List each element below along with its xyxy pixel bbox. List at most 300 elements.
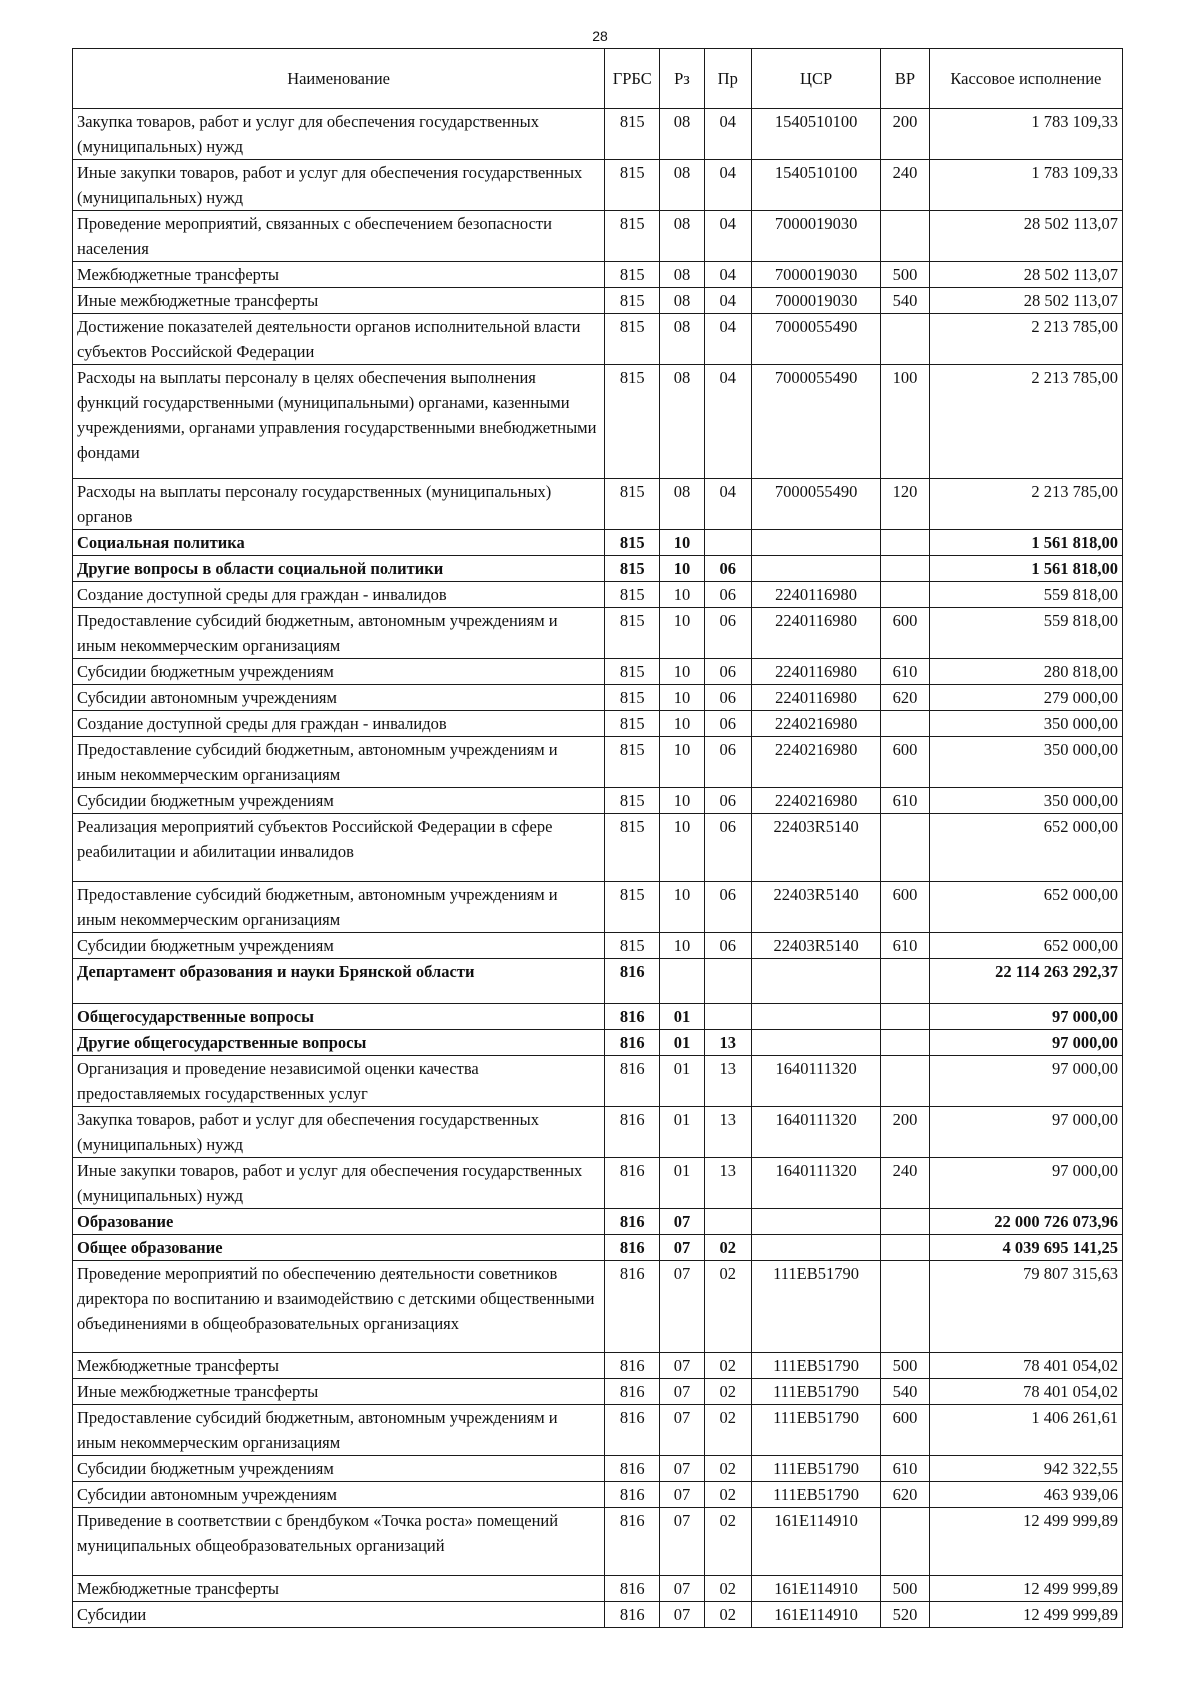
cell-amount: 559 818,00 <box>929 582 1122 608</box>
cell-rz: 10 <box>660 659 704 685</box>
table-row <box>73 582 1123 608</box>
cell-name: Межбюджетные трансферты <box>73 1353 605 1379</box>
cell-vr: 600 <box>881 1405 930 1456</box>
cell-grbs: 815 <box>605 288 660 314</box>
cell-rz: 10 <box>660 788 704 814</box>
cell-pr: 06 <box>704 685 751 711</box>
cell-name: Предоставление субсидий бюджетным, автономным учреждениям и иным некоммерческим организациям <box>73 882 605 933</box>
cell-amount: 652 000,00 <box>929 882 1122 933</box>
cell-csr: 161E114910 <box>752 1508 881 1576</box>
cell-csr: 111EB51790 <box>752 1456 881 1482</box>
cell-grbs: 815 <box>605 365 660 479</box>
cell-vr: 500 <box>881 1353 930 1379</box>
cell-vr <box>881 582 930 608</box>
cell-rz: 01 <box>660 1004 704 1030</box>
cell-grbs: 816 <box>605 1405 660 1456</box>
cell-vr: 500 <box>881 1576 930 1602</box>
cell-rz: 07 <box>660 1353 704 1379</box>
cell-csr: 2240216980 <box>752 711 881 737</box>
cell-grbs: 815 <box>605 685 660 711</box>
cell-amount: 350 000,00 <box>929 737 1122 788</box>
cell-grbs: 816 <box>605 1379 660 1405</box>
cell-amount: 28 502 113,07 <box>929 288 1122 314</box>
table-row <box>73 1353 1123 1379</box>
cell-grbs: 815 <box>605 608 660 659</box>
cell-name: Иные закупки товаров, работ и услуг для обеспечения государственных (муниципальных) нужд <box>73 1158 605 1209</box>
cell-name: Другие вопросы в области социальной политики <box>73 556 605 582</box>
cell-grbs: 815 <box>605 659 660 685</box>
cell-vr <box>881 1508 930 1576</box>
cell-amount: 652 000,00 <box>929 933 1122 959</box>
cell-vr: 500 <box>881 262 930 288</box>
cell-name: Расходы на выплаты персоналу в целях обеспечения выполнения функций государственными (муниципальными) органами, казенными учреждениями, органами управления государственными внебюджетными фондами <box>73 365 605 479</box>
cell-pr: 06 <box>704 788 751 814</box>
cell-amount: 559 818,00 <box>929 608 1122 659</box>
cell-csr <box>752 1235 881 1261</box>
cell-grbs: 815 <box>605 814 660 882</box>
cell-vr: 610 <box>881 788 930 814</box>
cell-csr: 111EB51790 <box>752 1379 881 1405</box>
cell-vr <box>881 1004 930 1030</box>
cell-csr: 2240116980 <box>752 582 881 608</box>
cell-rz: 01 <box>660 1056 704 1107</box>
cell-rz: 01 <box>660 1158 704 1209</box>
table-row <box>73 1056 1123 1107</box>
cell-rz: 01 <box>660 1030 704 1056</box>
budget-execution-table <box>72 48 1123 1628</box>
cell-csr: 2240216980 <box>752 737 881 788</box>
cell-grbs: 816 <box>605 1456 660 1482</box>
cell-pr: 04 <box>704 479 751 530</box>
cell-rz: 08 <box>660 365 704 479</box>
cell-amount: 1 783 109,33 <box>929 109 1122 160</box>
table-row <box>73 262 1123 288</box>
cell-amount: 97 000,00 <box>929 1158 1122 1209</box>
cell-vr: 600 <box>881 737 930 788</box>
cell-rz: 08 <box>660 262 704 288</box>
cell-grbs: 816 <box>605 1235 660 1261</box>
cell-vr <box>881 556 930 582</box>
cell-vr <box>881 1261 930 1353</box>
cell-amount: 942 322,55 <box>929 1456 1122 1482</box>
cell-name: Закупка товаров, работ и услуг для обеспечения государственных (муниципальных) нужд <box>73 109 605 160</box>
cell-rz: 07 <box>660 1482 704 1508</box>
cell-pr: 02 <box>704 1456 751 1482</box>
cell-pr: 02 <box>704 1576 751 1602</box>
cell-grbs: 816 <box>605 1158 660 1209</box>
cell-pr: 04 <box>704 314 751 365</box>
cell-name: Субсидии бюджетным учреждениям <box>73 788 605 814</box>
cell-amount: 350 000,00 <box>929 788 1122 814</box>
cell-amount: 463 939,06 <box>929 1482 1122 1508</box>
cell-rz: 08 <box>660 211 704 262</box>
cell-amount: 79 807 315,63 <box>929 1261 1122 1353</box>
cell-vr <box>881 1209 930 1235</box>
table-row <box>73 1602 1123 1628</box>
cell-grbs: 816 <box>605 1508 660 1576</box>
cell-pr: 04 <box>704 288 751 314</box>
page-number: 28 <box>592 28 608 44</box>
header-vr: ВР <box>881 49 930 109</box>
cell-grbs: 815 <box>605 737 660 788</box>
table-row <box>73 314 1123 365</box>
header-name: Наименование <box>73 49 605 109</box>
cell-name: Иные межбюджетные трансферты <box>73 1379 605 1405</box>
table-row <box>73 959 1123 1004</box>
cell-name: Реализация мероприятий субъектов Российской Федерации в сфере реабилитации и абилитации инвалидов <box>73 814 605 882</box>
cell-name: Проведение мероприятий, связанных с обеспечением безопасности населения <box>73 211 605 262</box>
cell-grbs: 816 <box>605 1353 660 1379</box>
cell-grbs: 815 <box>605 479 660 530</box>
cell-amount: 12 499 999,89 <box>929 1508 1122 1576</box>
cell-amount: 22 000 726 073,96 <box>929 1209 1122 1235</box>
cell-csr: 2240116980 <box>752 685 881 711</box>
cell-amount: 97 000,00 <box>929 1107 1122 1158</box>
cell-amount: 350 000,00 <box>929 711 1122 737</box>
cell-csr: 2240216980 <box>752 788 881 814</box>
cell-rz: 07 <box>660 1576 704 1602</box>
cell-grbs: 816 <box>605 1056 660 1107</box>
cell-amount: 1 561 818,00 <box>929 530 1122 556</box>
cell-csr: 22403R5140 <box>752 933 881 959</box>
table-row <box>73 1235 1123 1261</box>
cell-vr: 200 <box>881 1107 930 1158</box>
cell-name: Закупка товаров, работ и услуг для обеспечения государственных (муниципальных) нужд <box>73 1107 605 1158</box>
table-row <box>73 608 1123 659</box>
cell-rz: 10 <box>660 711 704 737</box>
cell-name: Общегосударственные вопросы <box>73 1004 605 1030</box>
cell-csr: 7000055490 <box>752 365 881 479</box>
table-row <box>73 1576 1123 1602</box>
table-row <box>73 1107 1123 1158</box>
table-row <box>73 556 1123 582</box>
table-row <box>73 479 1123 530</box>
cell-csr: 111EB51790 <box>752 1405 881 1456</box>
cell-amount: 280 818,00 <box>929 659 1122 685</box>
cell-vr: 120 <box>881 479 930 530</box>
cell-csr: 7000019030 <box>752 288 881 314</box>
cell-grbs: 815 <box>605 556 660 582</box>
cell-name: Субсидии бюджетным учреждениям <box>73 933 605 959</box>
cell-csr <box>752 1004 881 1030</box>
cell-rz: 10 <box>660 530 704 556</box>
cell-rz: 08 <box>660 479 704 530</box>
cell-pr: 06 <box>704 556 751 582</box>
header-rz: Рз <box>660 49 704 109</box>
cell-amount: 652 000,00 <box>929 814 1122 882</box>
cell-csr: 1540510100 <box>752 160 881 211</box>
cell-pr: 06 <box>704 737 751 788</box>
cell-pr: 06 <box>704 814 751 882</box>
cell-vr: 200 <box>881 109 930 160</box>
cell-pr: 02 <box>704 1405 751 1456</box>
cell-amount: 1 783 109,33 <box>929 160 1122 211</box>
table-body <box>73 109 1123 1628</box>
cell-grbs: 816 <box>605 1030 660 1056</box>
cell-vr <box>881 814 930 882</box>
cell-rz: 07 <box>660 1456 704 1482</box>
cell-amount: 78 401 054,02 <box>929 1353 1122 1379</box>
cell-vr <box>881 1056 930 1107</box>
cell-rz: 08 <box>660 109 704 160</box>
cell-name: Приведение в соответствии с брендбуком «Точка роста» помещений муниципальных общеобразовательных организаций <box>73 1508 605 1576</box>
table-row <box>73 109 1123 160</box>
cell-vr: 610 <box>881 659 930 685</box>
cell-grbs: 815 <box>605 211 660 262</box>
cell-rz: 08 <box>660 288 704 314</box>
cell-vr: 620 <box>881 1482 930 1508</box>
cell-grbs: 815 <box>605 582 660 608</box>
table-row <box>73 1379 1123 1405</box>
table-row <box>73 1030 1123 1056</box>
table-row <box>73 788 1123 814</box>
header-csr: ЦСР <box>752 49 881 109</box>
cell-amount: 22 114 263 292,37 <box>929 959 1122 1004</box>
cell-amount: 2 213 785,00 <box>929 479 1122 530</box>
table-row <box>73 160 1123 211</box>
cell-grbs: 815 <box>605 314 660 365</box>
table-row <box>73 1482 1123 1508</box>
table-row <box>73 1158 1123 1209</box>
cell-amount: 279 000,00 <box>929 685 1122 711</box>
cell-csr: 111EB51790 <box>752 1261 881 1353</box>
table-row <box>73 685 1123 711</box>
cell-pr <box>704 530 751 556</box>
cell-rz: 10 <box>660 882 704 933</box>
cell-rz: 10 <box>660 608 704 659</box>
cell-name: Иные закупки товаров, работ и услуг для обеспечения государственных (муниципальных) нужд <box>73 160 605 211</box>
cell-name: Субсидии автономным учреждениям <box>73 685 605 711</box>
cell-csr: 22403R5140 <box>752 882 881 933</box>
cell-csr: 2240116980 <box>752 659 881 685</box>
cell-csr: 2240116980 <box>752 608 881 659</box>
table-row <box>73 1209 1123 1235</box>
table-row <box>73 1261 1123 1353</box>
cell-rz: 10 <box>660 814 704 882</box>
cell-vr: 520 <box>881 1602 930 1628</box>
header-grbs: ГРБС <box>605 49 660 109</box>
cell-pr <box>704 1209 751 1235</box>
cell-name: Субсидии бюджетным учреждениям <box>73 659 605 685</box>
cell-pr: 06 <box>704 582 751 608</box>
cell-grbs: 815 <box>605 530 660 556</box>
cell-csr: 7000055490 <box>752 479 881 530</box>
cell-vr: 240 <box>881 160 930 211</box>
cell-name: Субсидии бюджетным учреждениям <box>73 1456 605 1482</box>
cell-grbs: 816 <box>605 1004 660 1030</box>
cell-pr: 04 <box>704 365 751 479</box>
cell-pr: 02 <box>704 1602 751 1628</box>
cell-name: Межбюджетные трансферты <box>73 262 605 288</box>
cell-rz: 10 <box>660 737 704 788</box>
table-row <box>73 211 1123 262</box>
cell-csr: 1640111320 <box>752 1056 881 1107</box>
cell-amount: 4 039 695 141,25 <box>929 1235 1122 1261</box>
cell-csr <box>752 1209 881 1235</box>
cell-csr: 161E114910 <box>752 1576 881 1602</box>
cell-csr <box>752 959 881 1004</box>
header-amount: Кассовое исполнение <box>929 49 1122 109</box>
cell-amount: 2 213 785,00 <box>929 314 1122 365</box>
cell-grbs: 815 <box>605 109 660 160</box>
cell-vr: 540 <box>881 1379 930 1405</box>
cell-grbs: 816 <box>605 1602 660 1628</box>
cell-vr: 240 <box>881 1158 930 1209</box>
cell-csr: 1640111320 <box>752 1107 881 1158</box>
cell-pr: 04 <box>704 211 751 262</box>
table-row <box>73 814 1123 882</box>
cell-rz: 07 <box>660 1235 704 1261</box>
cell-amount: 28 502 113,07 <box>929 211 1122 262</box>
cell-grbs: 815 <box>605 788 660 814</box>
cell-csr: 7000019030 <box>752 211 881 262</box>
table-row <box>73 1004 1123 1030</box>
cell-pr: 06 <box>704 882 751 933</box>
cell-name: Предоставление субсидий бюджетным, автономным учреждениям и иным некоммерческим организациям <box>73 608 605 659</box>
cell-grbs: 815 <box>605 711 660 737</box>
cell-name: Предоставление субсидий бюджетным, автономным учреждениям и иным некоммерческим организациям <box>73 1405 605 1456</box>
cell-csr <box>752 530 881 556</box>
cell-csr: 7000019030 <box>752 262 881 288</box>
cell-amount: 1 561 818,00 <box>929 556 1122 582</box>
cell-rz: 07 <box>660 1379 704 1405</box>
cell-vr: 620 <box>881 685 930 711</box>
cell-grbs: 816 <box>605 1209 660 1235</box>
table-row <box>73 882 1123 933</box>
cell-vr: 610 <box>881 1456 930 1482</box>
table-row <box>73 365 1123 479</box>
cell-rz: 07 <box>660 1405 704 1456</box>
cell-vr <box>881 711 930 737</box>
cell-pr: 06 <box>704 659 751 685</box>
cell-grbs: 815 <box>605 882 660 933</box>
cell-csr: 111EB51790 <box>752 1482 881 1508</box>
cell-pr: 02 <box>704 1508 751 1576</box>
table-row <box>73 737 1123 788</box>
table-row <box>73 1456 1123 1482</box>
cell-pr: 04 <box>704 160 751 211</box>
cell-rz: 10 <box>660 556 704 582</box>
cell-grbs: 815 <box>605 933 660 959</box>
cell-rz: 07 <box>660 1209 704 1235</box>
table-row <box>73 933 1123 959</box>
cell-vr <box>881 530 930 556</box>
cell-pr: 02 <box>704 1482 751 1508</box>
cell-amount: 12 499 999,89 <box>929 1602 1122 1628</box>
cell-amount: 97 000,00 <box>929 1056 1122 1107</box>
cell-vr: 610 <box>881 933 930 959</box>
cell-pr: 02 <box>704 1235 751 1261</box>
cell-pr: 02 <box>704 1261 751 1353</box>
header-pr: Пр <box>704 49 751 109</box>
cell-vr <box>881 1235 930 1261</box>
cell-pr: 02 <box>704 1379 751 1405</box>
cell-amount: 2 213 785,00 <box>929 365 1122 479</box>
cell-name: Социальная политика <box>73 530 605 556</box>
cell-name: Иные межбюджетные трансферты <box>73 288 605 314</box>
cell-name: Достижение показателей деятельности органов исполнительной власти субъектов Российской Федерации <box>73 314 605 365</box>
cell-rz: 10 <box>660 933 704 959</box>
cell-amount: 78 401 054,02 <box>929 1379 1122 1405</box>
cell-csr: 161E114910 <box>752 1602 881 1628</box>
table-row <box>73 530 1123 556</box>
cell-name: Создание доступной среды для граждан - инвалидов <box>73 582 605 608</box>
cell-csr: 111EB51790 <box>752 1353 881 1379</box>
table-row <box>73 288 1123 314</box>
cell-csr: 22403R5140 <box>752 814 881 882</box>
cell-name: Предоставление субсидий бюджетным, автономным учреждениям и иным некоммерческим организациям <box>73 737 605 788</box>
cell-grbs: 816 <box>605 1261 660 1353</box>
cell-csr <box>752 556 881 582</box>
cell-pr: 13 <box>704 1030 751 1056</box>
cell-name: Расходы на выплаты персоналу государственных (муниципальных) органов <box>73 479 605 530</box>
cell-pr: 02 <box>704 1353 751 1379</box>
cell-pr: 04 <box>704 262 751 288</box>
cell-vr: 600 <box>881 608 930 659</box>
cell-vr: 100 <box>881 365 930 479</box>
cell-name: Субсидии автономным учреждениям <box>73 1482 605 1508</box>
cell-name: Другие общегосударственные вопросы <box>73 1030 605 1056</box>
cell-name: Межбюджетные трансферты <box>73 1576 605 1602</box>
cell-amount: 97 000,00 <box>929 1004 1122 1030</box>
cell-name: Субсидии <box>73 1602 605 1628</box>
table-row <box>73 659 1123 685</box>
cell-rz: 01 <box>660 1107 704 1158</box>
cell-pr: 06 <box>704 711 751 737</box>
cell-csr <box>752 1030 881 1056</box>
cell-amount: 12 499 999,89 <box>929 1576 1122 1602</box>
cell-pr <box>704 1004 751 1030</box>
cell-vr <box>881 1030 930 1056</box>
cell-vr <box>881 211 930 262</box>
cell-amount: 28 502 113,07 <box>929 262 1122 288</box>
cell-pr: 06 <box>704 608 751 659</box>
cell-name: Образование <box>73 1209 605 1235</box>
cell-pr: 13 <box>704 1056 751 1107</box>
cell-rz: 08 <box>660 314 704 365</box>
cell-rz <box>660 959 704 1004</box>
cell-rz: 10 <box>660 582 704 608</box>
cell-rz: 08 <box>660 160 704 211</box>
cell-csr: 1640111320 <box>752 1158 881 1209</box>
cell-amount: 97 000,00 <box>929 1030 1122 1056</box>
cell-rz: 07 <box>660 1602 704 1628</box>
cell-rz: 10 <box>660 685 704 711</box>
cell-pr: 13 <box>704 1158 751 1209</box>
cell-name: Департамент образования и науки Брянской области <box>73 959 605 1004</box>
cell-vr <box>881 314 930 365</box>
cell-name: Проведение мероприятий по обеспечению деятельности советников директора по воспитанию и взаимодействию с детскими общественными объединениями в общеобразовательных организациях <box>73 1261 605 1353</box>
cell-pr: 13 <box>704 1107 751 1158</box>
cell-rz: 07 <box>660 1508 704 1576</box>
cell-name: Создание доступной среды для граждан - инвалидов <box>73 711 605 737</box>
cell-grbs: 815 <box>605 262 660 288</box>
table-row <box>73 1508 1123 1576</box>
cell-vr: 600 <box>881 882 930 933</box>
cell-grbs: 816 <box>605 1576 660 1602</box>
cell-pr: 06 <box>704 933 751 959</box>
table-row <box>73 711 1123 737</box>
cell-grbs: 816 <box>605 1482 660 1508</box>
cell-grbs: 816 <box>605 1107 660 1158</box>
cell-pr <box>704 959 751 1004</box>
cell-name: Общее образование <box>73 1235 605 1261</box>
cell-vr: 540 <box>881 288 930 314</box>
cell-name: Организация и проведение независимой оценки качества предоставляемых государственных услуг <box>73 1056 605 1107</box>
cell-rz: 07 <box>660 1261 704 1353</box>
cell-vr <box>881 959 930 1004</box>
cell-csr: 1540510100 <box>752 109 881 160</box>
